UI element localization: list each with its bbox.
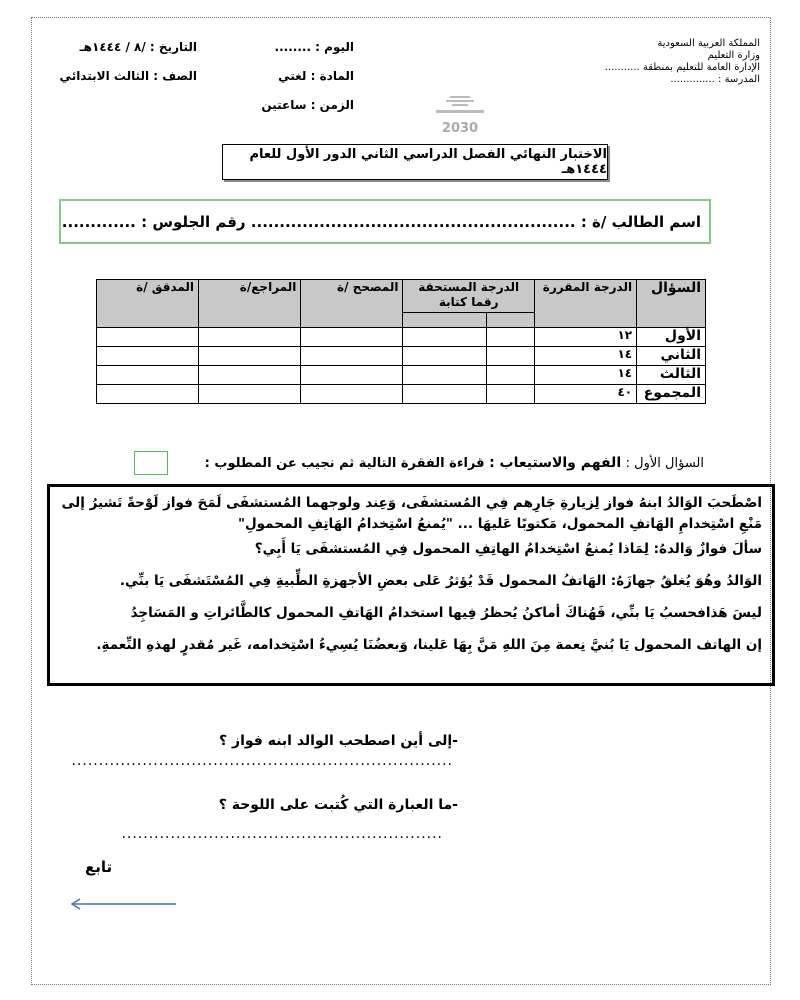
vision-2030-logo [432, 94, 488, 138]
col-earned [403, 280, 534, 313]
col-corrector: المصحح /ة [301, 280, 403, 328]
grades-table [96, 279, 706, 404]
grade-cell[interactable] [486, 366, 534, 385]
grade-cell[interactable] [199, 347, 301, 366]
grade-cell[interactable] [486, 328, 534, 347]
continue-label: تابع [85, 858, 113, 876]
table-row [97, 385, 706, 404]
col-auditor: المدقق /ة [97, 280, 199, 328]
row-grade: ١٤ [534, 347, 636, 366]
row-question: المجموع [637, 385, 706, 404]
earned-sub-label: رقما كتابة [438, 295, 499, 309]
grade-cell[interactable] [486, 347, 534, 366]
question1-heading [205, 455, 704, 471]
exam-title: الاختبار النهائي الفصل الدراسي الثاني الدور الأول للعام ١٤٤٤هـ [222, 144, 608, 180]
grade-cell[interactable] [97, 328, 199, 347]
passage-paragraph: ليسَ هَذافحسبُ يَا بنِّي، فَهُناكَ أماكنُ يُحظرُ فِيها استخدامُ الهَاتفِ المحمول كالطَّائراتِ و المَسَاجِدُ [130, 605, 762, 621]
passage-paragraph: اصْطَحبَ الوَالدُ ابنهُ فواز لِزيارةِ جَارِهم فِي المُستشفَى، وَعِند ولوجهما المُستشفَى لَمَحَ فواز لَوْحةً تَشيرُ إلى مَنْعِ اسْتِخدامِ الهَاتفِ المحمول، مَكتوبًا عَليهَا ... "يُمنعُ اسْتِخدامُ الهَاتِفِ المحمولِ" [61, 495, 762, 532]
grade-cell[interactable] [301, 347, 403, 366]
table-row [97, 347, 706, 366]
question-text: -إلى أين اصطحب الوالد ابنه فواز ؟ [219, 733, 458, 749]
grade-field: الصف : الثالث الابتدائي [59, 69, 197, 83]
grade-cell[interactable] [301, 385, 403, 404]
passage-paragraph: سألَ فوازٌ وَالدهُ: لِمَاذا يُمنعُ اسْتِخدامُ الهاتِفِ المحمول فِي المُستشفَى يَا أَبِي؟ [254, 541, 762, 557]
row-question: الثاني [637, 347, 706, 366]
row-grade: ١٤ [534, 366, 636, 385]
logo-text: 2030 [441, 121, 479, 136]
reading-passage [47, 484, 775, 686]
grade-cell[interactable] [403, 328, 486, 347]
header-authority [605, 38, 760, 86]
row-grade: ١٢ [534, 328, 636, 347]
grade-cell[interactable] [199, 366, 301, 385]
subject-field: المادة : لغتي [278, 69, 354, 83]
answer-line[interactable]: ...................................................................... [71, 753, 453, 769]
grade-cell[interactable] [97, 366, 199, 385]
grade-cell[interactable] [97, 347, 199, 366]
question1-score-box[interactable] [134, 451, 168, 475]
ministry-text: وزارة التعليم [707, 50, 760, 61]
table-row [97, 366, 706, 385]
question1-prefix: السؤال الأول : [625, 456, 704, 471]
grade-cell[interactable] [403, 385, 486, 404]
grade-cell[interactable] [486, 385, 534, 404]
row-question: الثالث [637, 366, 706, 385]
passage-paragraph: الوَالدُ وهُوَ يُغلقُ جهازَهُ: الهَاتفُ المحمول قَدْ يُؤثرُ عَلى بعضِ الأجهزةِ الطِّبيةِ فِي المُسْتَشفَى يَا بنِّي. [119, 573, 762, 589]
row-question: الأول [637, 328, 706, 347]
col-question: السؤال [637, 280, 706, 328]
table-row [97, 328, 706, 347]
student-info-box [59, 199, 711, 244]
row-grade: ٤٠ [534, 385, 636, 404]
col-reviewer: المراجع/ة [199, 280, 301, 328]
school-text: المدرسة : .............. [670, 74, 760, 85]
day-field: اليوم : ........ [274, 40, 354, 54]
earned-label: الدرجة المستحقة [418, 280, 520, 294]
col-assigned: الدرجة المقررة [534, 280, 636, 328]
question1-instruction: قراءة الفقرة التالية ثم نجيب عن المطلوب : [204, 456, 485, 471]
date-field: التاريخ : /٨ / ١٤٤٤هـ [79, 40, 197, 54]
grade-cell[interactable] [199, 385, 301, 404]
passage-paragraph: إن الهاتف المحمول يَا بُنيَّ نِعمة مِنَ اللهِ مَنَّ بِهَا عَلينا، وَبعضُنَا يُسِيءُ اسْتِخدامه، غَير مُقدرٍ لهذهِ النِّعمةِ. [96, 637, 762, 653]
grade-cell[interactable] [199, 328, 301, 347]
question1-title: الفهم والاستيعاب : [489, 455, 622, 471]
answer-line[interactable]: ........................................................... [121, 826, 443, 842]
grade-cell[interactable] [97, 385, 199, 404]
administration-text: الإدارة العامة للتعليم بمنطقة ........... [604, 62, 760, 73]
time-field: الزمن : ساعتين [261, 98, 354, 112]
grade-cell[interactable] [301, 328, 403, 347]
arrow-left-icon [68, 898, 178, 910]
question-text: -ما العبارة التي كُتبت على اللوحة ؟ [218, 797, 458, 813]
grade-cell[interactable] [403, 347, 486, 366]
student-name-label: اسم الطالب /ة : ......................................................... رقم الجلوس : ............. [61, 212, 701, 231]
kingdom-text: المملكة العربية السعودية [657, 38, 760, 49]
grade-cell[interactable] [301, 366, 403, 385]
grade-cell[interactable] [403, 366, 486, 385]
